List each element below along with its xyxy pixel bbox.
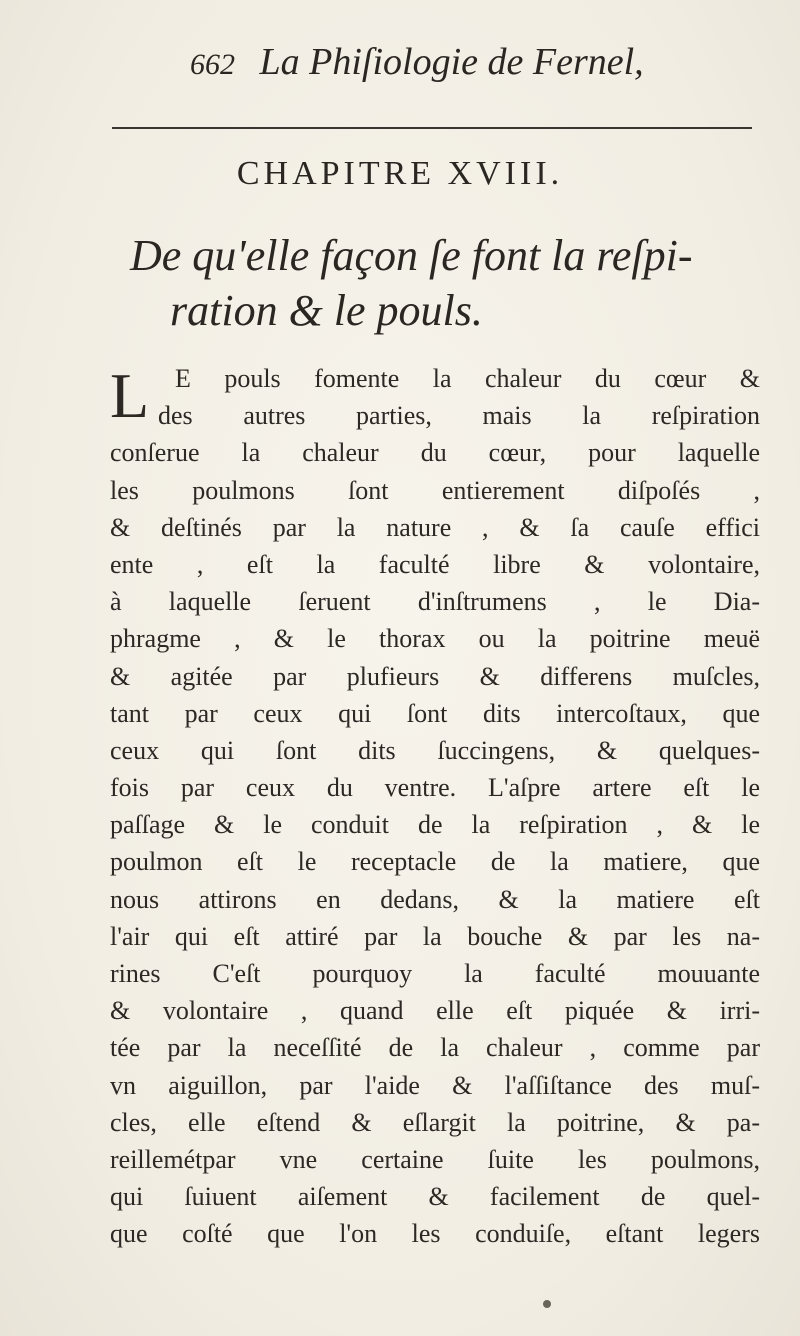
body-text [110, 360, 760, 1253]
text-line: tant par ceux qui ſont dits intercoſtaux, que [110, 698, 760, 728]
text-line: & agitée par plufieurs & differens muſcles, [110, 661, 760, 691]
drop-cap: L [110, 360, 150, 431]
text-line: phragme , & le thorax ou la poitrine meuë [110, 624, 760, 654]
text-line: reillemétpar vne certaine ſuite les poulmons, [110, 1144, 760, 1174]
chapter-title-line-1: De qu'elle façon ſe font la reſpi- [130, 231, 693, 280]
text-line: l'air qui eſt attiré par la bouche & par les na- [110, 921, 760, 951]
text-line: conſerue la chaleur du cœur, pour laquelle [110, 438, 760, 468]
text-line: que coſté que l'on les conduiſe, eſtant legers [110, 1219, 760, 1249]
running-title: La Phiſiologie de Fernel, [259, 41, 644, 83]
chapter-title [130, 228, 730, 338]
text-line: ceux qui ſont dits ſuccingens, & quelques- [110, 735, 760, 765]
text-line: & deſtinés par la nature , & ſa cauſe effici [110, 512, 760, 542]
text-line: vn aiguillon, par l'aide & l'aſſiſtance des muſ- [110, 1070, 760, 1100]
text-line: qui ſuiuent aiſement & facilement de quel- [110, 1182, 760, 1212]
running-header [190, 40, 644, 84]
text-line: & volontaire , quand elle eſt piquée & irri- [110, 996, 760, 1026]
text-line: E pouls fomente la chaleur du cœur & [175, 364, 760, 393]
text-line: poulmon eſt le receptacle de la matiere, que [110, 847, 760, 877]
chapter-title-line-2: ration & le pouls. [170, 286, 483, 335]
text-line: ente , eſt la faculté libre & volontaire, [110, 549, 760, 579]
text-line: des autres parties, mais la reſpiration [158, 401, 760, 431]
text-line: nous attirons en dedans, & la matiere eſt [110, 884, 760, 914]
page-number: 662 [190, 48, 235, 81]
text-line: à laquelle ſeruent d'inſtrumens , le Dia- [110, 587, 760, 617]
text-line: tée par la neceſſité de la chaleur , comme par [110, 1033, 760, 1063]
text-line: les poulmons ſont entierement diſpoſés , [110, 475, 760, 505]
text-line: paſſage & le conduit de la reſpiration , & le [110, 810, 760, 840]
text-line: cles, elle eſtend & eſlargit la poitrine, & pa- [110, 1107, 760, 1137]
chapter-heading: CHAPITRE XVIII. [236, 155, 564, 192]
text-line: rines C'eſt pourquoy la faculté mouuante [110, 959, 760, 988]
text-line: fois par ceux du ventre. L'aſpre artere eſt le [110, 773, 760, 803]
ink-spot [543, 1300, 551, 1308]
header-rule [112, 127, 752, 129]
